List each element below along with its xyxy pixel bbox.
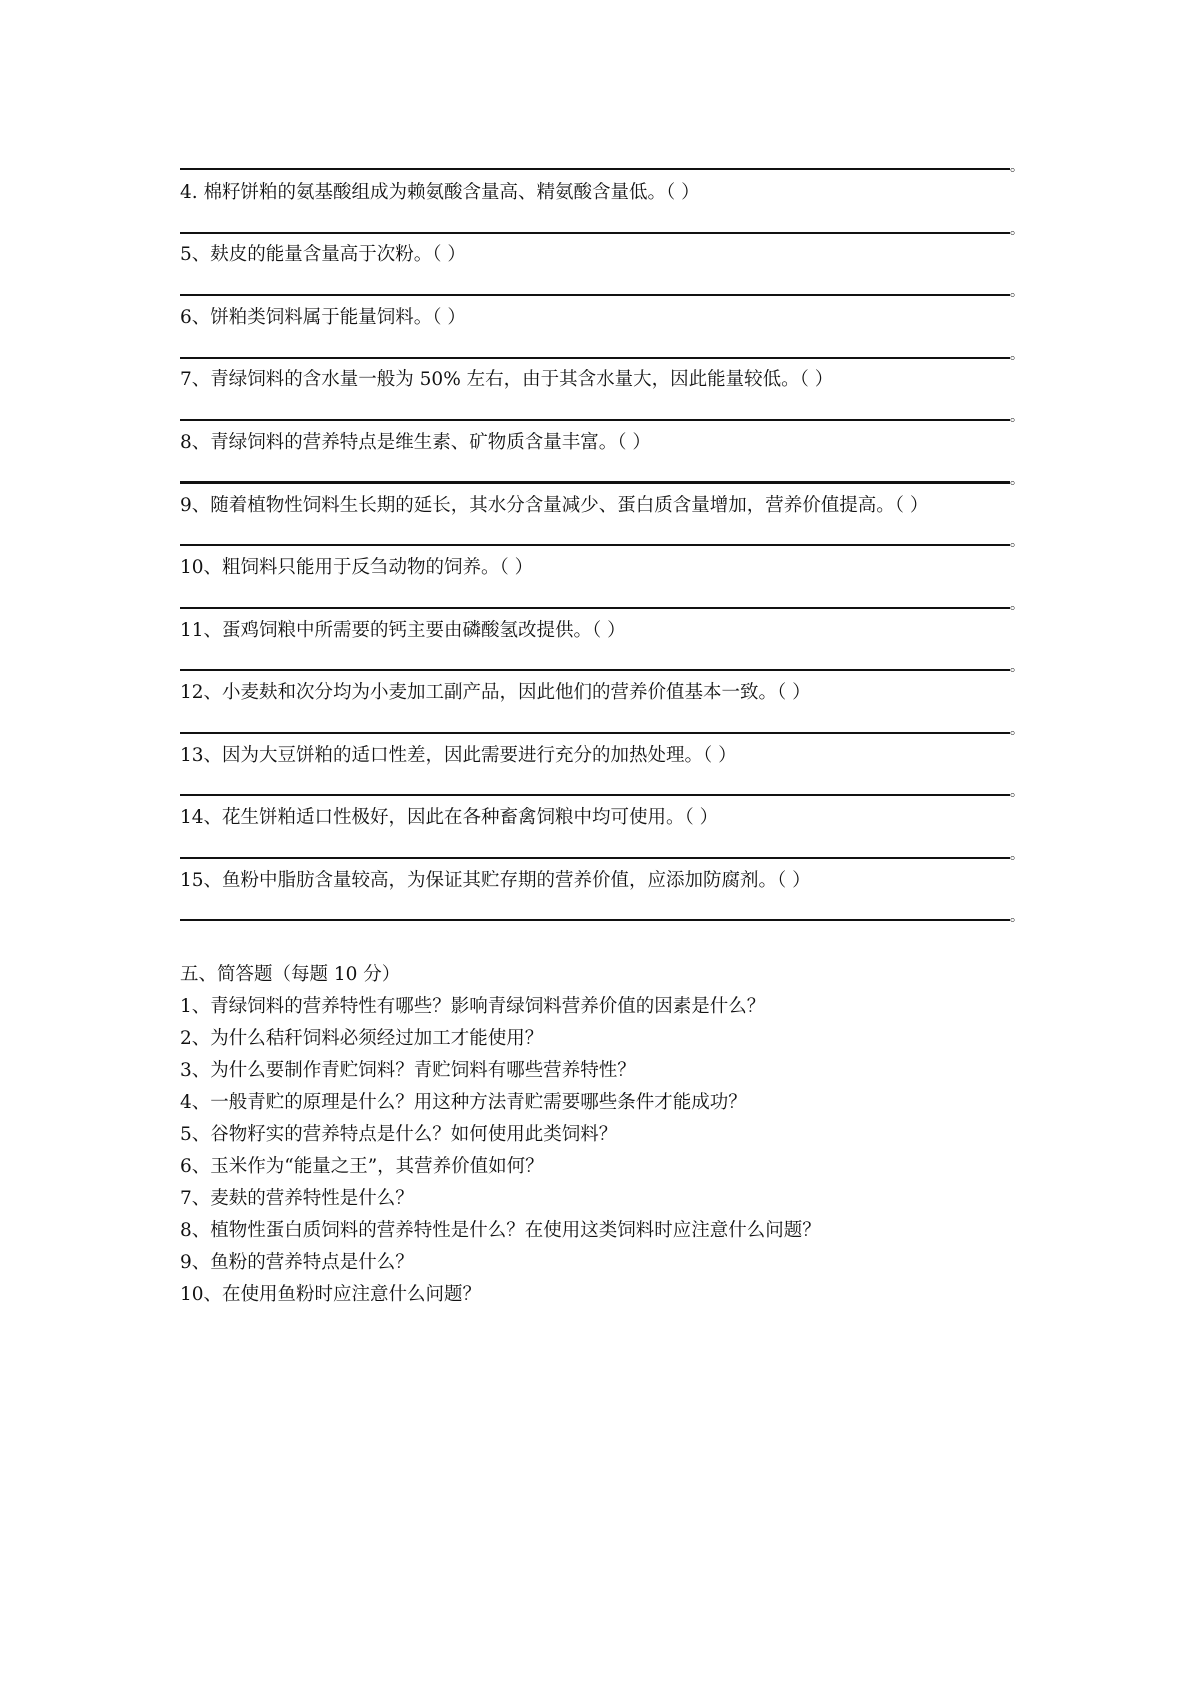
answer-line	[180, 357, 1010, 359]
answer-line-stop: 。	[1010, 909, 1024, 925]
answer-line-stop: 。	[1010, 534, 1024, 550]
answer-line-stop: 。	[1010, 222, 1024, 238]
judgement-item-13: 13、因为大豆饼粕的适口性差，因此需要进行充分的加热处理。（ ）	[180, 745, 737, 766]
answer-line-stop: 。	[1010, 409, 1024, 425]
answer-line	[180, 419, 1010, 421]
judgement-item-9: 9、随着植物性饲料生长期的延长，其水分含量减少、蛋白质含量增加，营养价值提高。（ ）	[180, 495, 929, 516]
judgement-item-14: 14、花生饼粕适口性极好，因此在各种畜禽饲粮中均可使用。（ ）	[180, 807, 719, 828]
judgement-item-11: 11、蛋鸡饲粮中所需要的钙主要由磷酸氢改提供。（ ）	[180, 620, 626, 641]
answer-line-stop: 。	[1010, 347, 1024, 363]
answer-line-stop: 。	[1010, 659, 1024, 675]
answer-line	[180, 857, 1010, 859]
answer-line	[180, 669, 1010, 671]
judgement-item-4: 4. 棉籽饼粕的氨基酸组成为赖氨酸含量高、精氨酸含量低。（ ）	[180, 182, 700, 203]
answer-line	[180, 168, 1010, 170]
short-answer-item-3: 3、为什么要制作青贮饲料？青贮饲料有哪些营养特性？	[180, 1060, 636, 1081]
answer-line	[180, 794, 1010, 796]
answer-line-stop: 。	[1010, 597, 1024, 613]
short-answer-item-1: 1、青绿饲料的营养特性有哪些？影响青绿饲料营养价值的因素是什么？	[180, 996, 766, 1017]
short-answer-item-7: 7、麦麸的营养特性是什么？	[180, 1188, 414, 1209]
answer-line	[180, 607, 1010, 609]
short-answer-item-2: 2、为什么秸秆饲料必须经过加工才能使用？	[180, 1028, 544, 1049]
section-heading-short-answer: 五、简答题（每题 10 分）	[180, 964, 401, 985]
short-answer-item-8: 8、植物性蛋白质饲料的营养特性是什么？在使用这类饲料时应注意什么问题？	[180, 1220, 821, 1241]
answer-line	[180, 481, 1010, 484]
short-answer-item-10: 10、在使用鱼粉时应注意什么问题？	[180, 1284, 482, 1305]
answer-line	[180, 732, 1010, 734]
answer-line	[180, 544, 1010, 546]
answer-line-stop: 。	[1010, 784, 1024, 800]
answer-line-stop: 。	[1010, 722, 1024, 738]
answer-line	[180, 294, 1010, 296]
short-answer-item-5: 5、谷物籽实的营养特点是什么？如何使用此类饲料？	[180, 1124, 618, 1145]
judgement-item-7: 7、青绿饲料的含水量一般为 50% 左右，由于其含水量大，因此能量较低。（ ）	[180, 369, 834, 390]
short-answer-item-9: 9、鱼粉的营养特点是什么？	[180, 1252, 414, 1273]
judgement-item-12: 12、小麦麸和次分均为小麦加工副产品，因此他们的营养价值基本一致。（ ）	[180, 682, 811, 703]
judgement-item-6: 6、饼粕类饲料属于能量饲料。（ ）	[180, 307, 466, 328]
judgement-item-5: 5、麸皮的能量含量高于次粉。（ ）	[180, 244, 466, 265]
answer-line-stop: 。	[1010, 159, 1024, 175]
answer-line-stop: 。	[1010, 284, 1024, 300]
answer-line	[180, 919, 1010, 921]
short-answer-item-6: 6、玉米作为“能量之王”，其营养价值如何？	[180, 1156, 544, 1177]
judgement-item-15: 15、鱼粉中脂肪含量较高，为保证其贮存期的营养价值，应添加防腐剂。（ ）	[180, 870, 811, 891]
short-answer-item-4: 4、一般青贮的原理是什么？用这种方法青贮需要哪些条件才能成功？	[180, 1092, 747, 1113]
answer-line-stop: 。	[1010, 847, 1024, 863]
answer-line	[180, 232, 1010, 234]
answer-line-stop: 。	[1010, 472, 1024, 488]
judgement-item-10: 10、粗饲料只能用于反刍动物的饲养。（ ）	[180, 557, 534, 578]
judgement-item-8: 8、青绿饲料的营养特点是维生素、矿物质含量丰富。（ ）	[180, 432, 651, 453]
